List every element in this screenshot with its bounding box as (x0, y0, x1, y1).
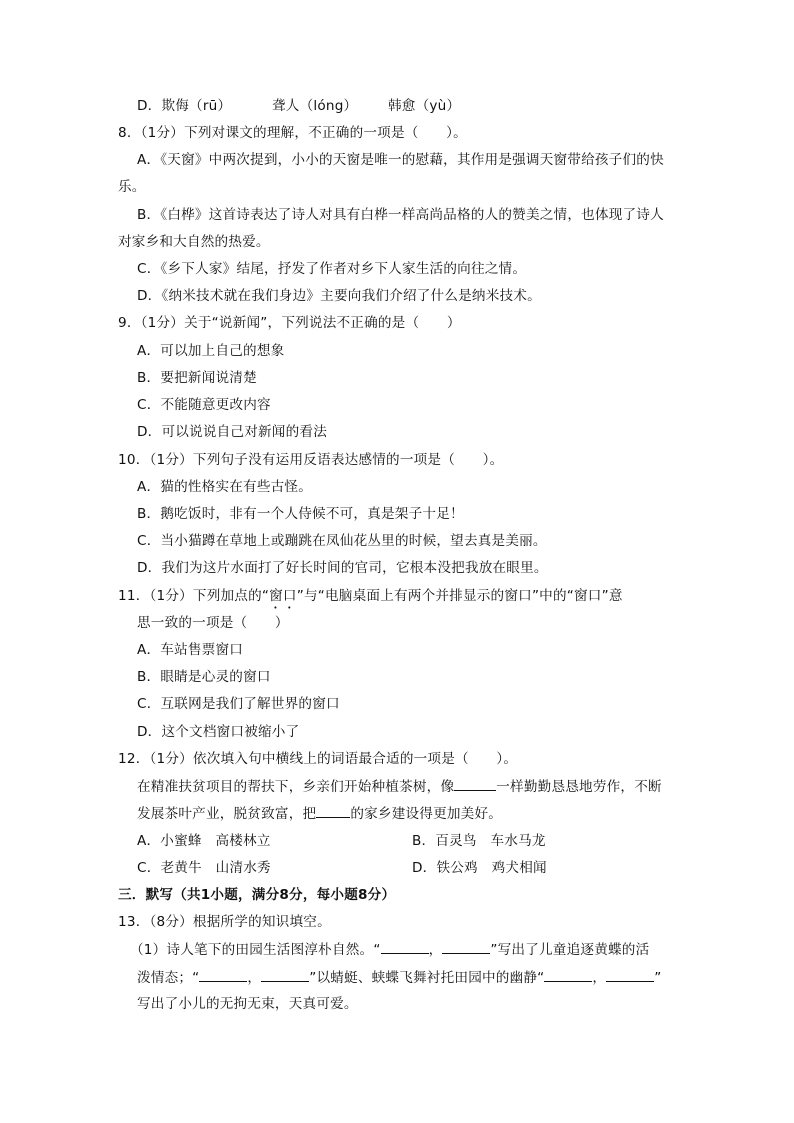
q7-option-d (137, 96, 231, 116)
q9-option-a: A．可以加上自己的想象 (137, 343, 285, 359)
q13-l2-pre: 泼情态；“ (137, 970, 200, 986)
q7-option-d-word3: 韩愈（yù） (388, 98, 461, 114)
q8-option-b-line2: 对家乡和大自然的热爱。 (118, 234, 270, 250)
q9-option-b: B．要把新闻说清楚 (137, 370, 257, 386)
q11-stem-line1 (118, 586, 623, 612)
q13-stem: 13．（8分）根据所学的知识填空。 (118, 914, 331, 930)
q13-l1-pre: （1）诗人笔下的田园生活图淳朴自然。“ (130, 942, 381, 958)
q13-l1-post: ”写出了儿童追逐黄蝶的活 (490, 942, 650, 958)
q12-option-c: C．老黄牛 山清水秀 (137, 860, 271, 876)
q11-dotted-word: 窗口 (269, 588, 297, 604)
q11-word3: 窗口 (574, 588, 602, 604)
q12-body2-post: 的家乡建设得更加美好。 (350, 806, 503, 822)
section-heading: 三．默写（共1小题，满分8分，每小题8分） (118, 887, 396, 903)
q12-stem: 12．（1分）依次填入句中横线上的词语最合适的一项是（ ）。 (118, 751, 518, 767)
q12-body-line2 (137, 803, 502, 824)
q8-option-c: C．《乡下人家》结尾，抒发了作者对乡下人家生活的向往之情。 (137, 261, 527, 277)
q8-option-d: D．《纳米技术就在我们身边》主要向我们介绍了什么是纳米技术。 (137, 288, 541, 304)
q13-l2-comma2: ， (592, 970, 607, 986)
q13-line3: 写出了小儿的无拘无束，天真可爱。 (137, 996, 358, 1012)
q12-body-line1 (137, 776, 662, 797)
q13-blank-3 (199, 967, 247, 982)
q11-stem-pre: 11．（1分）下列加点的“ (118, 588, 270, 604)
q13-blank-2 (442, 939, 490, 954)
q13-line1 (130, 939, 649, 960)
q12-body1-pre: 在精准扶贫项目的帮扶下，乡亲们开始种植茶树，像 (137, 779, 455, 795)
q11-stem-mid2: ”中的“ (531, 588, 575, 604)
q8-option-b-line1: B．《白桦》这首诗表达了诗人对具有白桦一样高尚品格的人的赞美之情，也体现了诗人 (137, 207, 664, 223)
q11-stem-mid1: ”与“电脑桌面上有两个并排显示的 (296, 588, 505, 604)
q12-blank-2 (316, 803, 350, 818)
q11-stem-end: ”意 (601, 588, 623, 604)
q11-option-d: D．这个文档窗口被缩小了 (137, 724, 300, 740)
q9-option-c: C．不能随意更改内容 (137, 397, 271, 413)
q10-option-d: D．我们为这片水面打了好长时间的官司，它根本没把我放在眼里。 (137, 560, 548, 576)
q11-stem-line2: 思一致的一项是（ ） (137, 615, 289, 631)
q13-blank-5 (544, 967, 592, 982)
q8-option-a-line2: 乐。 (118, 179, 146, 195)
q12-option-d: D．铁公鸡 鸡犬相闻 (412, 860, 547, 876)
q11-option-a: A．车站售票窗口 (137, 642, 244, 658)
q10-option-b: B．鹅吃饭时，非有一个人侍候不可，真是架子十足！ (137, 506, 464, 522)
q9-stem: 9．（1分）关于“说新闻”，下列说法不正确的是（ ） (118, 315, 461, 331)
q13-l1-comma: ， (428, 942, 443, 958)
q12-body1-post: 一样勤勤恳恳地劳作，不断 (496, 779, 662, 795)
q13-line2 (137, 967, 661, 988)
q13-l2-mid: ”以蜻蜓、蛱蝶飞舞衬托田园中的幽静“ (309, 970, 545, 986)
q12-option-b: B．百灵鸟 车水马龙 (412, 833, 546, 849)
q10-stem: 10．（1分）下列句子没有运用反语表达感情的一项是（ ）。 (118, 452, 504, 468)
q11-word2: 窗口 (504, 588, 532, 604)
q12-option-a: A．小蜜蜂 高楼林立 (137, 833, 271, 849)
q10-option-c: C．当小猫蹲在草地上或蹦跳在凤仙花丛里的时候，望去真是美丽。 (137, 533, 547, 549)
q13-blank-4 (261, 967, 309, 982)
q8-option-a-line1: A．《天窗》中两次提到，小小的天窗是唯一的慰藉，其作用是强调天窗带给孩子们的快 (137, 152, 664, 168)
q10-option-a: A．猫的性格实在有些古怪。 (137, 479, 313, 495)
q7-option-d-word2: 聋人（lóng） (272, 98, 358, 114)
q7-option-d-label: D．欺侮（rū） (137, 98, 232, 114)
q11-option-b: B．眼睛是心灵的窗口 (137, 669, 271, 685)
q11-option-c: C．互联网是我们了解世界的窗口 (137, 696, 340, 712)
q12-blank-1 (454, 776, 496, 791)
q9-option-d: D．可以说说自己对新闻的看法 (137, 424, 327, 440)
q8-stem: 8．（1分）下列对课文的理解，不正确的一项是（ ）。 (118, 125, 467, 141)
q13-l2-end: ” (654, 970, 662, 986)
q13-blank-6 (606, 967, 654, 982)
q12-body2-pre: 发展茶叶产业，脱贫致富，把 (137, 806, 317, 822)
q13-blank-1 (381, 939, 429, 954)
q13-l2-comma: ， (247, 970, 262, 986)
